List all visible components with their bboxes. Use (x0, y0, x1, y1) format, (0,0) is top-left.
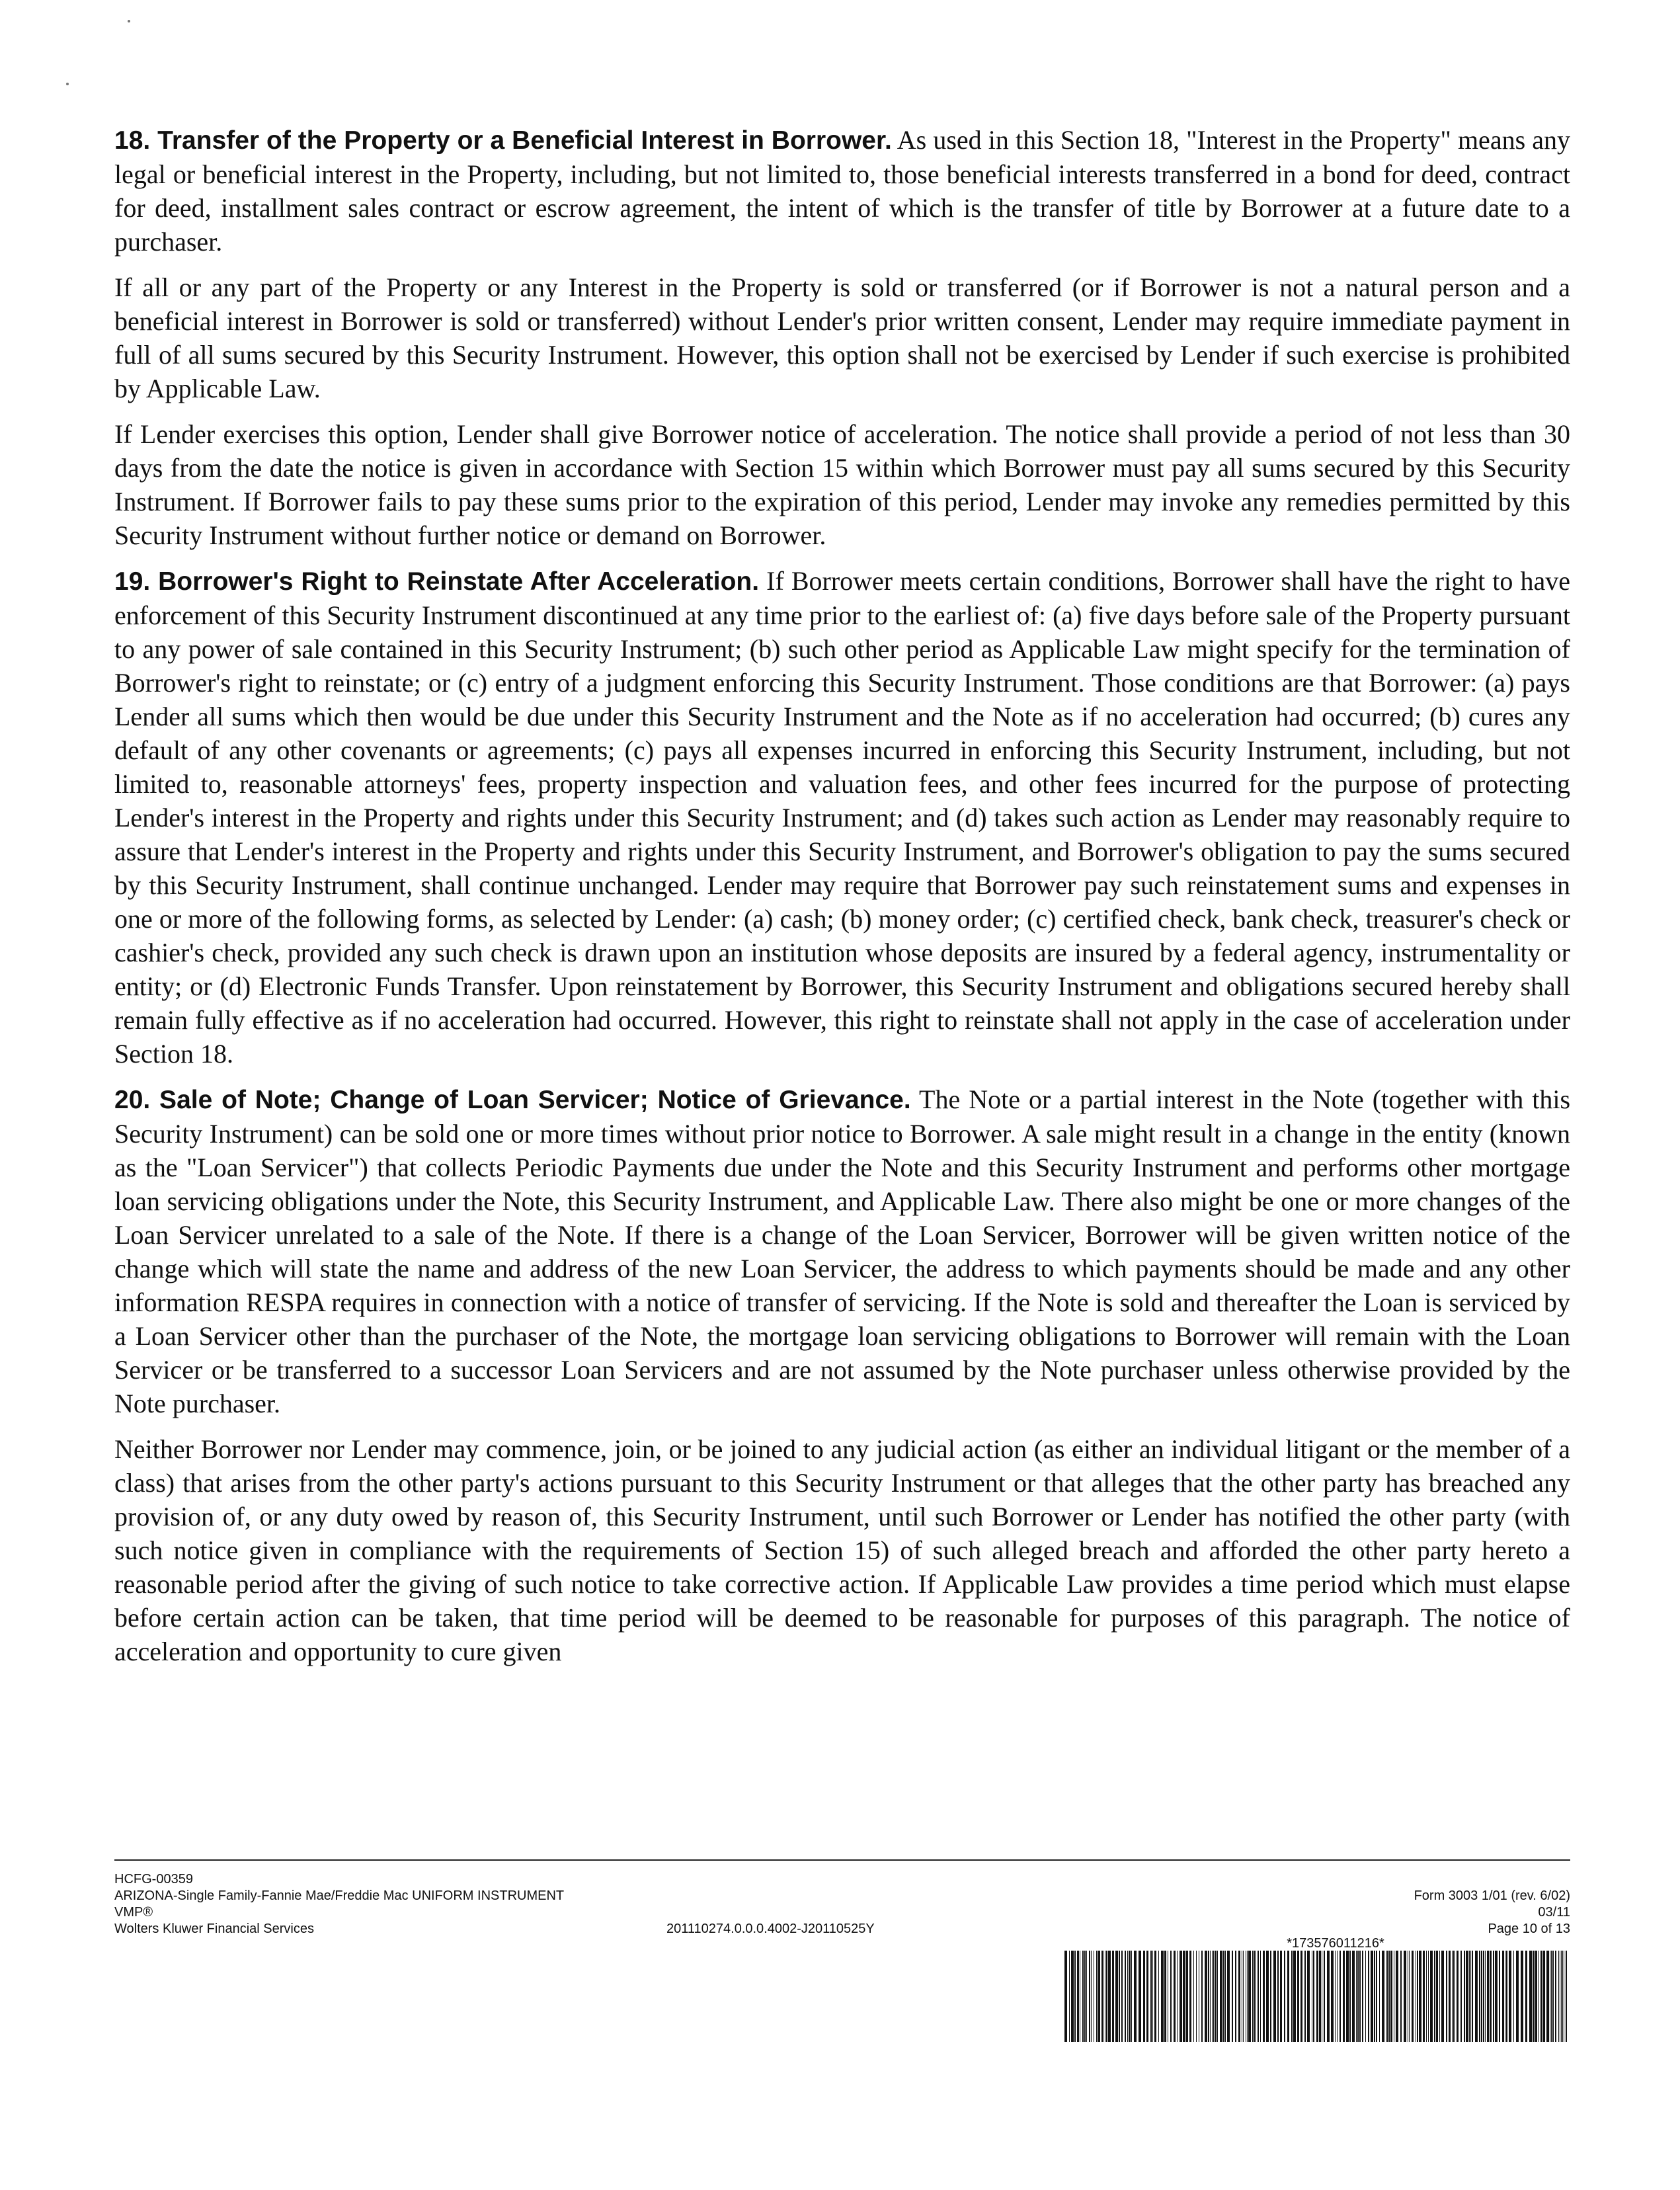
section-18-paragraph-1 (114, 123, 1570, 259)
barcode-bar (1561, 1951, 1562, 2042)
barcode-bar (1404, 1951, 1406, 2042)
barcode-bar (1446, 1951, 1447, 2042)
document-body (114, 123, 1570, 1680)
barcode-bar (1566, 1951, 1567, 2042)
barcode-bar (1529, 1951, 1532, 2042)
section-19-heading: 19. Borrower's Right to Reinstate After Acceleration. (114, 567, 760, 596)
barcode-bar (1453, 1951, 1455, 2042)
barcode-bar (1551, 1951, 1552, 2042)
barcode-bar (1071, 1951, 1074, 2042)
barcode-bar (1481, 1951, 1482, 2042)
barcode-bar (1493, 1951, 1494, 2042)
barcode-bar (1423, 1951, 1425, 2042)
barcode-bar (1362, 1951, 1363, 2042)
barcode-bar (1146, 1951, 1148, 2042)
barcode-bar (1464, 1951, 1465, 2042)
barcode-bar (1254, 1951, 1256, 2042)
section-20-text-1: The Note or a partial interest in the Note (together with this Security Instrument) can be sold one or more times without prior notice to Borrower. A sale might result in a change in the entity (known as the "Loan Servicer") that collects Periodic Payments due under the Note and this Security Instrument and performs other mortgage loan servicing obligations under the Note, this Security Instrument, and Applicable Law. There also might be one or more changes of the Loan Servicer unrelated to a sale of the Note. If there is a change of the Loan Servicer, Borrower will be given written notice of the change which will state the name and address of the new Loan Servicer, the address to which payments should be made and any other information RESPA requires in connection with a notice of transfer of servicing. If the Note is sold and thereafter the Loan is serviced by a Loan Servicer other than the purchaser of the Note, the mortgage loan servicing obligations to Borrower will remain with the Loan Servicer or be transferred to a successor Loan Servicers and are not assumed by the Note purchaser unless otherwise provided by the Note purchaser. (114, 1084, 1571, 1418)
barcode-bar (1337, 1951, 1338, 2042)
barcode-bar (1346, 1951, 1349, 2042)
barcode-bar (1371, 1951, 1373, 2042)
barcode-bar (1513, 1951, 1514, 2042)
barcode-bar (1374, 1951, 1375, 2042)
section-19-text-1: If Borrower meets certain conditions, Borrower shall have the right to have enforcement of this Security Instrument discontinued at any time prior to the earliest of: (a) five days before sale of the Property pursuant to any power of sale contained in this Security Instrument; (b) such other period as Applicable Law might specify for the termination of Borrower's right to reinstate; or (c) entry of a judgment enforcing this Security Instrument. Those conditions are that Borrower: (a) pays Lender all sums which then would be due under this Security Instrument and the Note as if no acceleration had occurred; (b) cures any default of any other covenants or agreements; (c) pays all expenses incurred in enforcing this Security Instrument, including, but not limited to, reasonable attorneys' fees, property inspection and valuation fees, and other fees incurred for the purpose of protecting Lender's interest in the Property and rights under this Security Instrument; and (d) takes such action as Lender may reasonably require to assure that Lender's interest in the Property and rights under this Security Instrument, and Borrower's obligation to pay the sums secured by this Security Instrument, shall continue unchanged. Lender may require that Borrower pay such reinstatement sums and expenses in one or more of the following forms, as selected by Lender: (a) cash; (b) money order; (c) certified check, bank check, treasurer's check or cashier's check, provided any such check is drawn upon an institution whose deposits are insured by a federal agency, instrumentality or entity; or (d) Electronic Funds Transfer. Upon reinstatement by Borrower, this Security Instrument and obligations secured hereby shall remain fully effective as if no acceleration had occurred. However, this right to reinstate shall not apply in the case of acceleration under Section 18. (114, 566, 1570, 1069)
barcode-bar (1161, 1951, 1164, 2042)
barcode-bar (1502, 1951, 1504, 2042)
barcode-bar (1340, 1951, 1341, 2042)
barcode-bar (1352, 1951, 1355, 2042)
barcode-bar (1390, 1951, 1392, 2042)
barcode-bar (1115, 1951, 1118, 2042)
barcode-bar (1409, 1951, 1410, 2042)
barcode-bar (1112, 1951, 1114, 2042)
barcode-bar (1452, 1951, 1453, 2042)
section-18-text-1: As used in this Section 18, "Interest in the Property" means any legal or beneficial interest in the Property, including, but not limited to, those beneficial interests transferred in a bond for deed, contract for deed, installment sales contract or escrow agreement, the intent of which is the transfer of title by Borrower at a future date to a purchaser. (114, 125, 1571, 257)
barcode-bar (1475, 1951, 1478, 2042)
barcode-bar (1143, 1951, 1145, 2042)
barcode-bar (1356, 1951, 1357, 2042)
barcode-bar (1210, 1951, 1211, 2042)
barcode-bar (1457, 1951, 1459, 2042)
barcode-bar (1304, 1951, 1306, 2042)
barcode-bar (1430, 1951, 1433, 2042)
barcode-bar (1365, 1951, 1366, 2042)
barcode-bar (1227, 1951, 1230, 2042)
barcode-bar (1119, 1951, 1120, 2042)
barcode-bar (1277, 1951, 1279, 2042)
barcode-bar (1499, 1951, 1500, 2042)
barcode-bar (1131, 1951, 1132, 2042)
footer-form-date: 03/11 (1538, 1905, 1570, 1920)
barcode-bar (1313, 1951, 1314, 2042)
barcode-bar (1170, 1951, 1172, 2042)
barcode-bar (1386, 1951, 1388, 2042)
barcode-bar (1127, 1951, 1128, 2042)
barcode-bar (1208, 1951, 1209, 2042)
barcode-bar (1238, 1951, 1240, 2042)
barcode-bar (1106, 1951, 1107, 2042)
barcode-bar (1177, 1951, 1178, 2042)
barcode-bar (1495, 1951, 1498, 2042)
barcode-bar (1280, 1951, 1282, 2042)
barcode-bar (1324, 1951, 1325, 2042)
barcode-bar (1064, 1951, 1067, 2042)
barcode-bar (1077, 1951, 1079, 2042)
barcode-bar (1152, 1951, 1153, 2042)
barcode (1064, 1951, 1568, 2042)
barcode-bar (1485, 1951, 1486, 2042)
section-18-paragraph-2: If all or any part of the Property or any Interest in the Property is sold or transferred (or if Borrower is not a natural person and a beneficial interest in Borrower is sold or transferred) without Lender's prior written consent, Lender may require immediate payment in full of all sums secured by this Security Instrument. However, this option shall not be exercised by Lender if such exercise is prohibited by Applicable Law. (114, 272, 1570, 403)
footer-vmp: VMP® (114, 1905, 153, 1920)
barcode-bar (1101, 1951, 1103, 2042)
section-18-heading: 18. Transfer of the Property or a Beneficial Interest in Borrower. (114, 126, 892, 155)
barcode-bar (1125, 1951, 1126, 2042)
barcode-bar (1247, 1951, 1248, 2042)
barcode-bar (1084, 1951, 1086, 2042)
barcode-bar (1273, 1951, 1276, 2042)
barcode-bar (1189, 1951, 1191, 2042)
barcode-bar (1412, 1951, 1414, 2042)
barcode-bar (1193, 1951, 1194, 2042)
barcode-bar (1472, 1951, 1473, 2042)
barcode-number: *173576011216* (1287, 1936, 1384, 1951)
barcode-bar (1349, 1951, 1351, 2042)
barcode-bar (1419, 1951, 1421, 2042)
barcode-bar (1343, 1951, 1345, 2042)
section-20-heading: 20. Sale of Note; Change of Loan Servicer; Notice of Grievance. (114, 1086, 911, 1114)
barcode-bar (1331, 1951, 1334, 2042)
barcode-bar (1538, 1951, 1539, 2042)
barcode-bar (1121, 1951, 1123, 2042)
barcode-bar (1509, 1951, 1511, 2042)
barcode-bar (1215, 1951, 1217, 2042)
barcode-bar (1158, 1951, 1159, 2042)
barcode-bar (1558, 1951, 1559, 2042)
footer-doc-id: 201110274.0.0.0.4002-J20110525Y (666, 1922, 875, 1936)
barcode-bar (1201, 1951, 1203, 2042)
barcode-bar (1316, 1951, 1318, 2042)
barcode-bar (1284, 1951, 1285, 2042)
barcode-bar (1186, 1951, 1188, 2042)
barcode-bar (1400, 1951, 1402, 2042)
barcode-bar (1224, 1951, 1226, 2042)
barcode-bar (1074, 1951, 1076, 2042)
barcode-bar (1134, 1951, 1137, 2042)
barcode-bar (1543, 1951, 1545, 2042)
barcode-bar (1089, 1951, 1090, 2042)
footer-publisher: Wolters Kluwer Financial Services (114, 1922, 314, 1936)
barcode-bar (1154, 1951, 1156, 2042)
barcode-bar (1546, 1951, 1549, 2042)
barcode-bar (1483, 1951, 1484, 2042)
barcode-bar (1069, 1951, 1070, 2042)
footer-right (1240, 1888, 1570, 1937)
barcode-bar (1258, 1951, 1259, 2042)
barcode-bar (1263, 1951, 1265, 2042)
barcode-bar (1108, 1951, 1111, 2042)
barcode-bar (1327, 1951, 1330, 2042)
scan-speck (66, 83, 69, 85)
barcode-bar (1217, 1951, 1218, 2042)
barcode-bar (1183, 1951, 1185, 2042)
barcode-bar (1222, 1951, 1224, 2042)
barcode-bar (1439, 1951, 1440, 2042)
barcode-bar (1487, 1951, 1489, 2042)
barcode-bar (1235, 1951, 1236, 2042)
barcode-bar (1555, 1951, 1556, 2042)
barcode-bar (1388, 1951, 1390, 2042)
barcode-bar (1552, 1951, 1554, 2042)
barcode-bar (1319, 1951, 1321, 2042)
barcode-bar (1091, 1951, 1092, 2042)
barcode-bar (1086, 1951, 1087, 2042)
barcode-bar (1376, 1951, 1377, 2042)
barcode-bar (1291, 1951, 1293, 2042)
barcode-bar (1533, 1951, 1535, 2042)
barcode-bar (1470, 1951, 1471, 2042)
footer-form-number: Form 3003 1/01 (rev. 6/02) (1414, 1888, 1570, 1903)
barcode-bar (1082, 1951, 1084, 2042)
barcode-bar (1260, 1951, 1261, 2042)
barcode-bar (1469, 1951, 1470, 2042)
barcode-bar (1434, 1951, 1435, 2042)
barcode-bar (1297, 1951, 1299, 2042)
barcode-bar (1449, 1951, 1451, 2042)
barcode-bar (1243, 1951, 1244, 2042)
barcode-bar (1196, 1951, 1197, 2042)
barcode-bar (1213, 1951, 1214, 2042)
barcode-bar (1490, 1951, 1492, 2042)
barcode-bar (1293, 1951, 1296, 2042)
barcode-bar (1562, 1951, 1563, 2042)
barcode-bar (1535, 1951, 1537, 2042)
barcode-bar (1479, 1951, 1480, 2042)
barcode-bar (1357, 1951, 1359, 2042)
barcode-bar (1436, 1951, 1438, 2042)
footer-page-number: Page 10 of 13 (1488, 1922, 1570, 1936)
barcode-bar (1174, 1951, 1176, 2042)
barcode-bar (1417, 1951, 1418, 2042)
barcode-bar (1335, 1951, 1336, 2042)
barcode-bar (1164, 1951, 1166, 2042)
barcode-bar (1266, 1951, 1269, 2042)
barcode-bar (1540, 1951, 1542, 2042)
barcode-bar (1506, 1951, 1507, 2042)
barcode-bar (1368, 1951, 1369, 2042)
footer-form-code: HCFG-00359 (114, 1872, 193, 1886)
barcode-bar (1382, 1951, 1384, 2042)
section-18-paragraph-3: If Lender exercises this option, Lender shall give Borrower notice of acceleration. The notice shall provide a period of not less than 30 days from the date the notice is given in accordance with Section 15 within which Borrower must pay all sums secured by this Security Instrument. If Borrower fails to pay these sums prior to the expiration of this period, Lender may invoke any remedies permitted by this Security Instrument without further notice or demand on Borrower. (114, 419, 1570, 550)
barcode-bar (1525, 1951, 1527, 2042)
barcode-bar (1096, 1951, 1098, 2042)
barcode-bar (1212, 1951, 1213, 2042)
barcode-bar (1139, 1951, 1141, 2042)
barcode-bar (1466, 1951, 1468, 2042)
barcode-bar (1220, 1951, 1222, 2042)
footer-divider (114, 1859, 1570, 1861)
barcode-bar (1180, 1951, 1182, 2042)
barcode-bar (1248, 1951, 1251, 2042)
barcode-bar (1287, 1951, 1289, 2042)
barcode-bar (1307, 1951, 1310, 2042)
barcode-bar (1252, 1951, 1254, 2042)
barcode-bar (1129, 1951, 1131, 2042)
barcode-bar (1379, 1951, 1380, 2042)
barcode-bar (1516, 1951, 1519, 2042)
section-19-paragraph-1 (114, 564, 1570, 1071)
footer-instrument: ARIZONA-Single Family-Fannie Mae/Freddie Mac UNIFORM INSTRUMENT (114, 1888, 565, 1903)
barcode-bar (1460, 1951, 1462, 2042)
barcode-bar (1441, 1951, 1444, 2042)
barcode-bar (1205, 1951, 1207, 2042)
barcode-bar (1232, 1951, 1233, 2042)
section-20-paragraph-2: Neither Borrower nor Lender may commence, join, or be joined to any judicial action (as either an individual litigant or the member of a class) that arises from the other party's actions pursuant to this Security Instrument or that alleges that the other party has breached any provision of, or any duty owed by reason of, this Security Instrument, until such Borrower or Lender has notified the other party (with such notice given in compliance with the requirements of Section 15) of such alleged breach and afforded the other party hereto a reasonable period after the giving of such notice to take corrective action. If Applicable Law provides a time period which must elapse before certain action can be taken, that time period will be deemed to be reasonable for purposes of this paragraph. The notice of acceleration and opportunity to cure given (114, 1434, 1570, 1666)
section-20-paragraph-1 (114, 1082, 1570, 1420)
barcode-bar (1150, 1951, 1152, 2042)
barcode-bar (1428, 1951, 1429, 2042)
scan-speck (128, 20, 130, 22)
barcode-bar (1426, 1951, 1427, 2042)
barcode-bar (1359, 1951, 1361, 2042)
barcode-bar (1521, 1951, 1523, 2042)
barcode-bar (1396, 1951, 1398, 2042)
barcode-bar (1270, 1951, 1271, 2042)
barcode-bar (1300, 1951, 1302, 2042)
barcode-bar (1098, 1951, 1100, 2042)
